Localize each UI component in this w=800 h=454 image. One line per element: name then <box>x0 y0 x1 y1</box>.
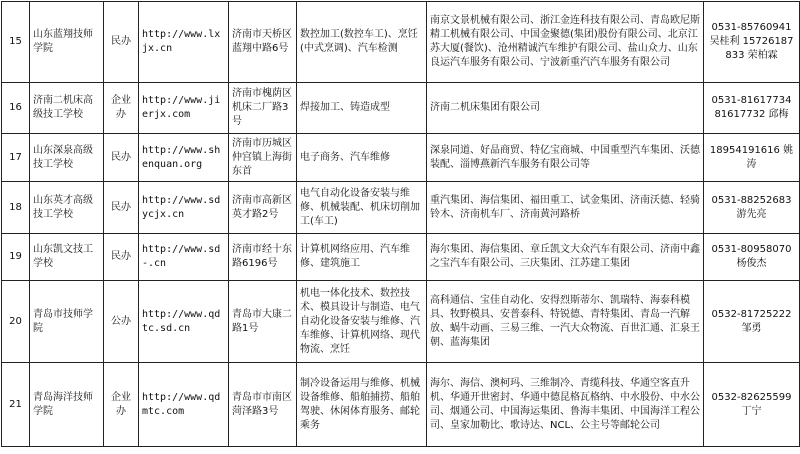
contact-info: 0531-88252683 游先亮 <box>704 182 800 234</box>
school-address: 济南市槐荫区机床二厂路3号 <box>229 83 297 134</box>
school-address: 青岛市市南区菏泽路3号 <box>229 363 297 447</box>
contact-info: 0531-85760941 吴桂利 15726187833 荣柏霖 <box>704 2 800 83</box>
school-website: http://www.qdmtc.com <box>139 363 229 447</box>
partner-companies: 重汽集团、海信集团、福田重工、试金集团、济南沃德、轻骑铃木、济南机车厂、济南黄河路桥 <box>427 182 704 234</box>
school-type: 公办 <box>104 281 139 363</box>
school-table <box>1 1 800 447</box>
school-type: 企业办 <box>104 83 139 134</box>
school-name: 青岛海洋技师学院 <box>30 363 104 447</box>
table-row <box>2 182 800 234</box>
partner-companies: 高科通信、宝佳自动化、安得烈斯蒂尔、凯瑞特、海泰科模具、牧野模具、安普泰科、特锐德、青特集团、青岛一汽解放、蜗牛动画、三易三维、一汽大众物流、百世汇通、汇泉王朝、蓝海集团 <box>427 281 704 363</box>
school-website: http://www.sd-.cn <box>139 234 229 281</box>
school-majors: 数控加工(数控车工)、烹饪(中式烹调)、汽车检测 <box>297 2 427 83</box>
school-address: 青岛市大康二路1号 <box>229 281 297 363</box>
school-type: 民办 <box>104 2 139 83</box>
table-row <box>2 2 800 83</box>
school-type: 民办 <box>104 234 139 281</box>
school-address: 济南市经十东路6196号 <box>229 234 297 281</box>
partner-companies: 海尔集团、海信集团、章丘凯文大众汽车有限公司、济南中鑫之宝汽车有限公司、三庆集团、江苏建工集团 <box>427 234 704 281</box>
table-row <box>2 281 800 363</box>
school-address: 济南市高新区英才路2号 <box>229 182 297 234</box>
table-row <box>2 134 800 182</box>
school-majors: 电气自动化设备安装与维修、机械装配、机床切削加工(车工) <box>297 182 427 234</box>
row-number: 18 <box>2 182 30 234</box>
school-majors: 焊接加工、铸造成型 <box>297 83 427 134</box>
school-website: http://www.qdtc.sd.cn <box>139 281 229 363</box>
row-number: 21 <box>2 363 30 447</box>
school-majors: 制冷设备运用与维修、机械设备维修、船舶捕捞、船舶驾驶、休闲体育服务、邮轮乘务 <box>297 363 427 447</box>
school-address: 济南市历城区仲宫镇上海街东首 <box>229 134 297 182</box>
contact-info: 0532-82625599 丁宁 <box>704 363 800 447</box>
school-type: 企业办 <box>104 363 139 447</box>
school-website: http://www.lxjx.cn <box>139 2 229 83</box>
table-row <box>2 83 800 134</box>
row-number: 20 <box>2 281 30 363</box>
table-row <box>2 363 800 447</box>
row-number: 17 <box>2 134 30 182</box>
row-number: 19 <box>2 234 30 281</box>
school-type: 民办 <box>104 182 139 234</box>
partner-companies: 南京文景机械有限公司、浙江金连科技有限公司、青岛欧尼斯精工机械有限公司、中国金聚德(集团)股份有限公司、北京江苏大厦(餐饮)、沧州精诚汽车维护有限公司、盐山众力、山东良运汽车服务有限公司、宁波新重汽汽车服务有限公司 <box>427 2 704 83</box>
school-name: 山东凯文技工学校 <box>30 234 104 281</box>
school-website: http://www.shenquan.org <box>139 134 229 182</box>
school-name: 山东英才高级技工学校 <box>30 182 104 234</box>
table-row <box>2 234 800 281</box>
school-majors: 电子商务、汽车维修 <box>297 134 427 182</box>
school-majors: 机电一体化技术、数控技术、模具设计与制造、电气自动化设备安装与维修、汽车维修、计算机网络、现代物流、烹饪 <box>297 281 427 363</box>
school-type: 民办 <box>104 134 139 182</box>
school-website: http://www.sdycjx.cn <box>139 182 229 234</box>
contact-info: 0531-81617734 81617732 邱梅 <box>704 83 800 134</box>
partner-companies: 海尔、海信、澳柯玛、三维制冷、青缆科技、华通空客直升机、华通开世密封、华通中德昆格瓦格纳、中水股份、中水公司、烟通公司、中国海运集团、鲁海丰集团、中国海洋工程公司、皇家加勒比、歌诗达、NCL、公主号等邮轮公司 <box>427 363 704 447</box>
contact-info: 18954191616 姚涛 <box>704 134 800 182</box>
school-website: http://www.jierjx.com <box>139 83 229 134</box>
row-number: 15 <box>2 2 30 83</box>
school-name: 山东蓝翔技师学院 <box>30 2 104 83</box>
partner-companies: 深泉同道、好品商贸、特亿宝商城、中国重型汽车集团、沃德装配、淄博燕新汽车服务有限公司等 <box>427 134 704 182</box>
row-number: 16 <box>2 83 30 134</box>
school-majors: 计算机网络应用、汽车维修、建筑施工 <box>297 234 427 281</box>
school-name: 青岛市技师学院 <box>30 281 104 363</box>
school-address: 济南市天桥区蓝翔中路6号 <box>229 2 297 83</box>
contact-info: 0531-80958070 杨俊杰 <box>704 234 800 281</box>
school-name: 济南二机床高级技工学校 <box>30 83 104 134</box>
partner-companies: 济南二机床集团有限公司 <box>427 83 704 134</box>
school-name: 山东深泉高级技工学校 <box>30 134 104 182</box>
contact-info: 0532-81725222 邹勇 <box>704 281 800 363</box>
